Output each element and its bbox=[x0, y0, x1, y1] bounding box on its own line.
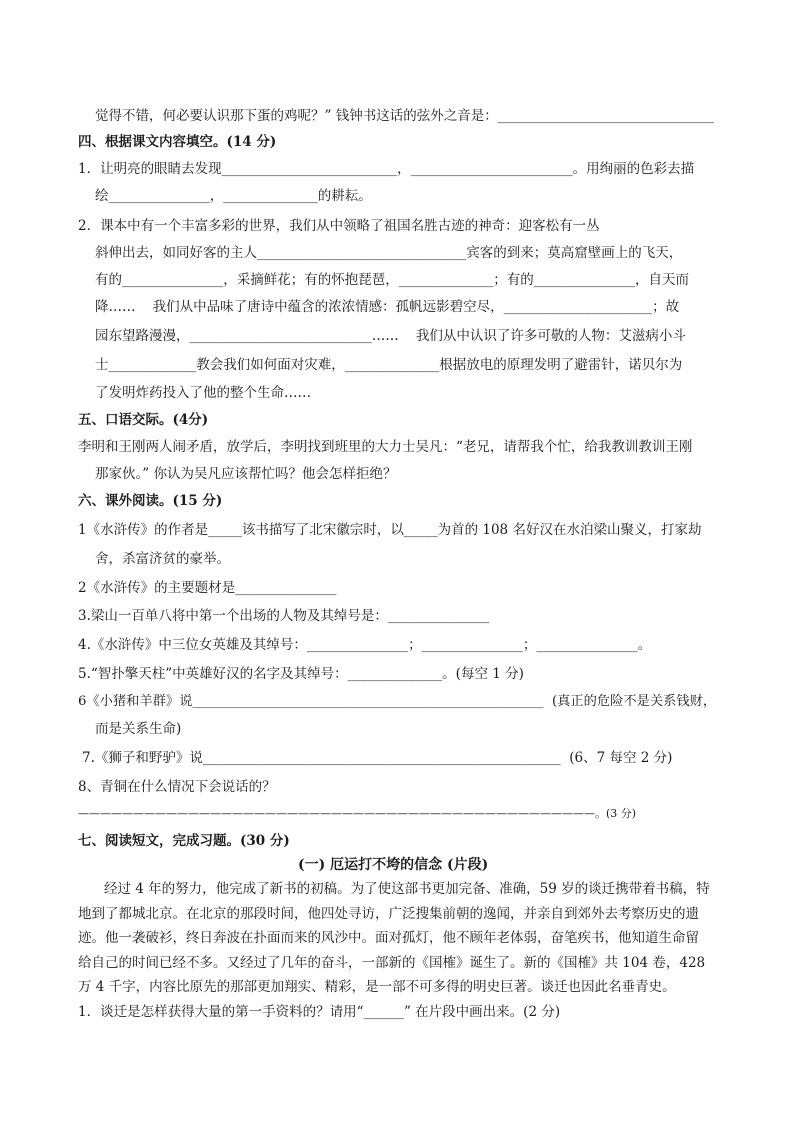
s6-q5: 5.“智扑擎天柱”中英雄好汉的名字及其绰号：______________。(每空 1 分) bbox=[78, 666, 524, 682]
s6-q3: 3.梁山一百单八将中第一个出场的人物及其绰号是：_______________ bbox=[78, 608, 490, 624]
s6-q1-line2: 舍，杀富济贫的豪举。 bbox=[95, 551, 230, 567]
q3-continuation: 觉得不错，何必要认识那下蛋的鸡呢？” 钱钟书这话的弦外之音是：________________________________ bbox=[95, 108, 714, 124]
s6-q7: 7.《狮子和野驴》说_____________________________________________________ (6、7 每空 2 分) bbox=[82, 750, 673, 766]
s6-q8: 8、青铜在什么情况下会说话的？ bbox=[78, 779, 276, 795]
s4-q2-line1: 2．课本中有一个丰富多彩的世界，我们从中领略了祖国名胜古迹的神奇：迎客松有一丛 bbox=[78, 218, 600, 234]
s6-q2: 2《水浒传》的主要题材是_______________ bbox=[78, 580, 337, 596]
passage-line5: 万 4 千字，内容比原先的那部更加翔实、精彩，是一部不可多得的明史巨著。谈迁也因此名垂青史。 bbox=[78, 979, 676, 995]
s4-q2-line2: 斜伸出去，如同好客的主人_______________________________宾客的到来；莫高窟壁画上的飞天， bbox=[95, 245, 683, 261]
s6-q8-answer-line: ———————————————————————————————————————————————。(3 分) bbox=[78, 807, 637, 820]
s4-q1-line2: 绘_______________，______________的耕耘。 bbox=[95, 188, 372, 204]
s5-text-line2: 那家伙。” 你认为吴凡应该帮忙吗？他会怎样拒绝？ bbox=[95, 466, 397, 482]
section-4-heading: 四、根据课文内容填空。(14 分) bbox=[78, 134, 277, 150]
s4-q2-line3: 有的_______________，采摘鲜花；有的怀抱琵琶，______________；有的_______________，自天而 bbox=[95, 272, 689, 288]
s6-q6-line2: 而是关系生命) bbox=[95, 721, 182, 737]
s5-text-line1: 李明和王刚两人闹矛盾，放学后，李明找到班里的大力士吴凡：“老兄，请帮我个忙，给我教训教训王刚 bbox=[78, 439, 693, 455]
section-6-heading: 六、课外阅读。(15 分) bbox=[78, 493, 223, 509]
s4-q2-line5: 园东望路漫漫，___________________________…… 我们从中认识了许多可敬的人物：艾滋病小斗 bbox=[95, 328, 686, 344]
s4-q1-line1: 1．让明亮的眼睛去发现__________________________，________________________。用绚丽的色彩去描 bbox=[78, 161, 695, 177]
passage-line2: 地到了都城北京。在北京的那段时间，他四处寻访，广泛搜集前朝的逸闻，并亲自到郊外去考察历史的遗 bbox=[78, 906, 699, 922]
s6-q6-line1: 6《小猪和羊群》说_____________________________________________________ (真正的危险不是关系钱财， bbox=[78, 694, 717, 709]
s4-q2-line7: 了发明炸药投入了他的整个生命…… bbox=[95, 385, 311, 401]
passage-line3: 迹。他一袭破衫，终日奔波在扑面而来的风沙中。面对孤灯，他不顾年老体弱，奋笔疾书，他知道生命留 bbox=[78, 930, 699, 946]
s7-q1: 1．谈迁是怎样获得大量的第一手资料的？请用“______” 在片段中画出来。(2 分) bbox=[78, 1004, 561, 1020]
passage-line4: 给自己的时间已经不多。又经过了几年的奋斗，一部新的《国榷》诞生了。新的《国榷》共 104 卷，428 bbox=[78, 955, 706, 971]
passage-title: (一) 厄运打不垮的信念 (片段) bbox=[298, 857, 489, 873]
s4-q2-line6: 士_____________教会我们如何面对灾难，______________根据放电的原理发明了避雷针，诺贝尔为 bbox=[95, 357, 683, 373]
section-5-heading: 五、口语交际。(4分) bbox=[78, 412, 209, 428]
s6-q4: 4.《水浒传》中三位女英雄及其绰号：_______________；_______________；_______________。 bbox=[78, 637, 652, 653]
s6-q1-line1: 1《水浒传》的作者是_____该书描写了北宋徽宗时，以_____为首的 108 名好汉在水泊梁山聚义，打家劫 bbox=[78, 522, 702, 538]
s4-q2-line4: 降…… 我们从中品味了唐诗中蕴含的浓浓情感：孤帆远影碧空尽，______________________；故 bbox=[95, 299, 680, 315]
passage-line1: 经过 4 年的努力，他完成了新书的初稿。为了使这部书更加完备、准确，59 岁的谈迁携带着书稿，特 bbox=[104, 881, 710, 897]
section-7-heading: 七、阅读短文，完成习题。(30 分) bbox=[78, 833, 290, 849]
